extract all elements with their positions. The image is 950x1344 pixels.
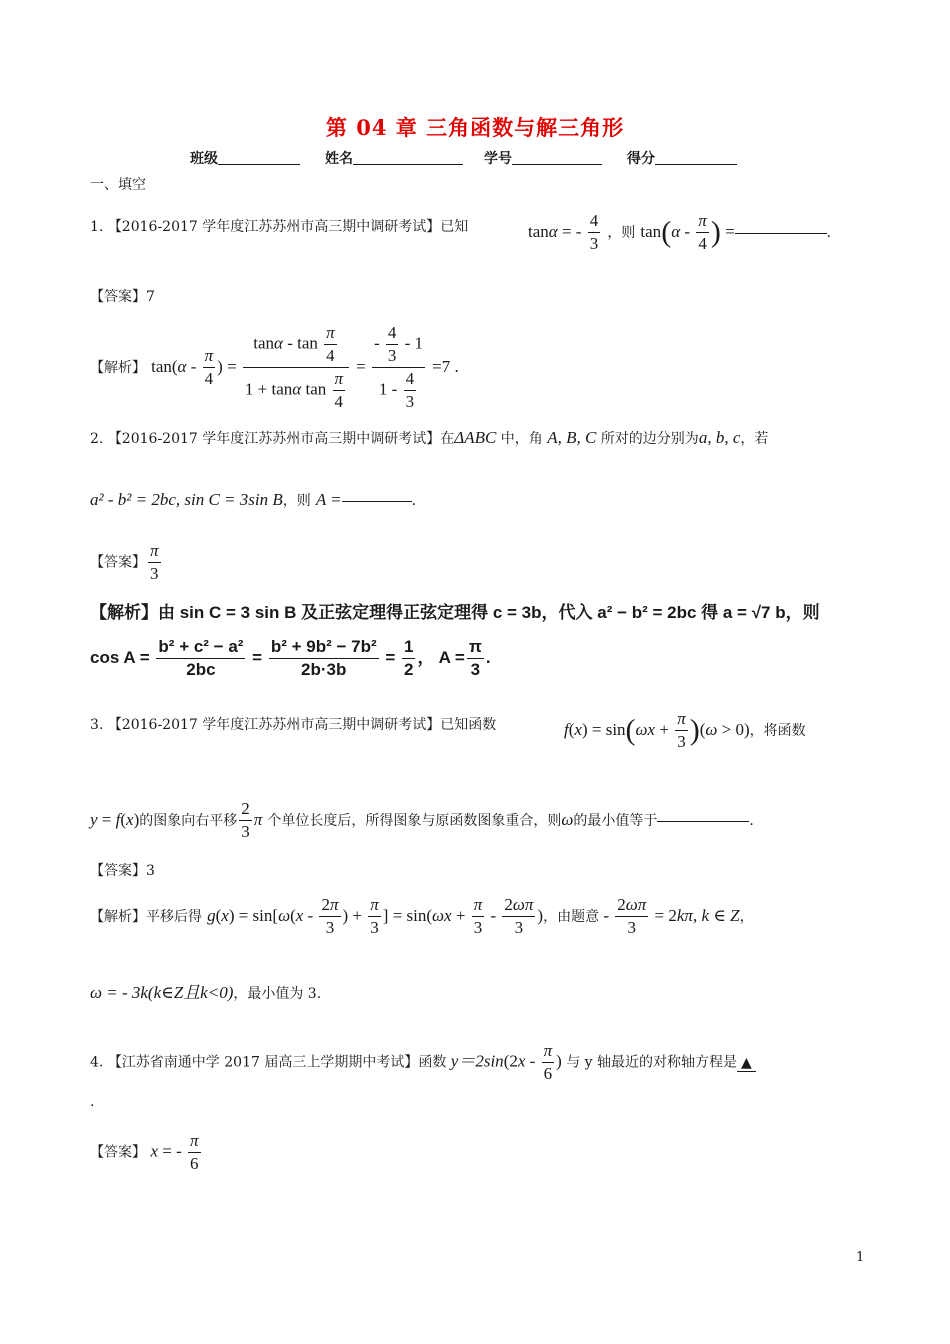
q1-blank bbox=[735, 232, 827, 234]
fraction: tanα - tan $\frac{\pi}{4}$ 1 + tanα tan $\frac{\pi}{4}$ bbox=[243, 322, 349, 413]
q2-period: . bbox=[485, 647, 491, 667]
q1-answer: 【答案】7 bbox=[90, 289, 155, 305]
q2-blank bbox=[342, 500, 412, 502]
q3-min: ，最小值为 3. bbox=[233, 986, 322, 1002]
q2-solution-line2: cos A = $\frac{\text{b² + c² − a²}}{2bc}$ = $\frac{\text{b² + 9b² − 7b²}}{2b\cdot 3b}$ = $\frac{1}{2}$ ， A = $\frac{\pi}{3}$ . bbox=[90, 637, 491, 679]
q2-a-label: A = bbox=[438, 647, 465, 667]
q1-comma: ，则 bbox=[607, 225, 636, 241]
page-number: 1 bbox=[856, 1250, 865, 1265]
id-label: 学号 bbox=[484, 151, 512, 167]
q2-triangle: ΔABC bbox=[454, 428, 497, 447]
q3-line3 bbox=[90, 978, 321, 1003]
q4-function: y＝2sin bbox=[450, 1051, 504, 1071]
q1-number: 1. bbox=[90, 219, 104, 235]
q4-mark: ▲ bbox=[737, 1055, 756, 1072]
q3-function: f(x) = sin(ωx + $\frac{\pi}{3}$ )(ω > 0)，将函数 bbox=[564, 709, 806, 751]
q3-line2: y = f(x)的图象向右平移 $\frac{2}{3}$ π 个单位长度后，所得图象与原函数图象重合，则ω的最小值等于 . bbox=[90, 799, 754, 841]
q4-answer: 【答案】 x = - $\frac{\pi}{6}$ bbox=[90, 1131, 199, 1173]
name-field bbox=[325, 148, 463, 168]
q2-source: 【2016-2017 学年度江苏苏州市高三期中调研考试】在 bbox=[107, 431, 455, 447]
q1-formula: tanα = - $\frac{4}{3}$ ，则 tan(α - $\frac{\pi}{4}$ ) = . bbox=[528, 211, 832, 253]
q2-solution-line1: 【解析】由 sin C = 3 sin B 及正弦定理得正弦定理得 c = 3b，代入 a² − b² = 2bc 得 a = √7 b，则 bbox=[90, 603, 820, 622]
q2-answer: 【答案】 $\frac{\pi}{3}$ bbox=[90, 541, 159, 583]
q4-source: 【江苏省南通中学 2017 届高三上学期期中考试】函数 bbox=[107, 1054, 447, 1071]
class-blank bbox=[218, 150, 300, 165]
question-3 bbox=[90, 714, 496, 734]
q4-dot: . bbox=[90, 1094, 95, 1110]
question-4: 4. 【江苏省南通中学 2017 届高三上学期期中考试】函数 y＝2sin(2x - $\frac{\pi}{6}$ ) 与 y 轴最近的对称轴方程是 ▲ bbox=[90, 1040, 756, 1085]
score-blank bbox=[655, 150, 737, 165]
q2-cos-label: cos A = bbox=[90, 647, 150, 667]
q1-analysis-label: 【解析】 bbox=[90, 360, 146, 376]
q1-analysis: 【解析】 tan(α - $\frac{\pi}{4}$ ) = tanα - tan $\frac{\pi}{4}$ 1 + tanα tan $\frac{\pi}{4}$ = - $\frac{4}{3}$ - 1 1 - $\frac{4}{3}$ =7 . bbox=[90, 323, 459, 411]
q3-source: 【2016-2017 学年度江苏苏州市高三期中调研考试】已知函数 bbox=[107, 717, 497, 733]
q3-analysis: 【解析】平移后得 g(x) = sin[ω(x - $\frac{2\pi}{3}$ ) + $\frac{\pi}{3}$ ] = sin(ωx + $\frac{\pi}{3}$ - $\frac{2\omega\pi}{3}$ )，由题意 - $\frac{2\omega\pi}{3}$ = 2kπ, k ∈ Z， bbox=[90, 895, 754, 937]
fraction: - $\frac{4}{3}$ - 1 1 - $\frac{4}{3}$ bbox=[373, 323, 424, 411]
class-field bbox=[190, 148, 300, 168]
q2-sides: a, b, c bbox=[698, 428, 741, 447]
question-1 bbox=[90, 216, 468, 236]
q1-result: =7 . bbox=[432, 357, 459, 376]
q1-end: . bbox=[826, 225, 832, 241]
name-blank bbox=[353, 150, 463, 165]
q1-source: 【2016-2017 学年度江苏苏州市高三期中调研考试】已知 bbox=[107, 219, 469, 235]
q3-blank bbox=[657, 820, 749, 822]
name-label: 姓名 bbox=[325, 151, 353, 167]
page-title: 第 04 章 三角函数与解三角形 bbox=[325, 115, 625, 140]
q2-number: 2. bbox=[90, 431, 104, 447]
q2-comma: ， bbox=[417, 647, 435, 667]
q2-angles: A, B, C bbox=[547, 428, 597, 447]
q3-text-c: 的最小值等于 bbox=[573, 813, 658, 829]
section-heading: 一、填空 bbox=[90, 177, 146, 193]
q2-then: ，则 bbox=[282, 493, 311, 509]
q2-text2: 所对的边分别为 bbox=[596, 431, 699, 447]
q3-analysis-label: 【解析】平移后得 bbox=[90, 909, 202, 925]
q2-end: . bbox=[411, 493, 417, 509]
q2-text: 中，角 bbox=[496, 431, 548, 447]
score-field bbox=[627, 148, 737, 168]
q3-number: 3. bbox=[90, 717, 104, 733]
q4-tail: 与 y 轴最近的对称轴方程是 bbox=[566, 1054, 738, 1071]
score-label: 得分 bbox=[627, 151, 655, 167]
q2-text3: ，若 bbox=[740, 431, 769, 447]
q3-analysis-mid: ，由题意 bbox=[543, 909, 600, 925]
fraction: $\frac{\pi}{4}$ bbox=[698, 211, 707, 253]
q2-ask: A = bbox=[315, 490, 342, 509]
id-blank bbox=[512, 150, 602, 165]
question-2 bbox=[90, 428, 768, 448]
q2-condition-formula: a² - b² = 2bc, sin C = 3sin B bbox=[90, 490, 283, 509]
class-label: 班级 bbox=[190, 151, 218, 167]
q4-number: 4. bbox=[90, 1054, 104, 1071]
id-field bbox=[484, 148, 602, 168]
q3-tail: ，将函数 bbox=[749, 723, 806, 739]
q2-answer-label: 【答案】 bbox=[90, 554, 146, 571]
q2-condition bbox=[90, 490, 416, 510]
fraction: $\frac{4}{3}$ bbox=[589, 211, 599, 253]
q3-answer: 【答案】3 bbox=[90, 863, 155, 879]
q3-text-b: 个单位长度后，所得图象与原函数图象重合，则 bbox=[267, 813, 562, 829]
q4-answer-label: 【答案】 bbox=[90, 1144, 146, 1161]
q3-omega: ω = - 3k(k∈Z且k<0) bbox=[90, 983, 234, 1002]
q3-text-a: 的图象向右平移 bbox=[139, 813, 238, 829]
